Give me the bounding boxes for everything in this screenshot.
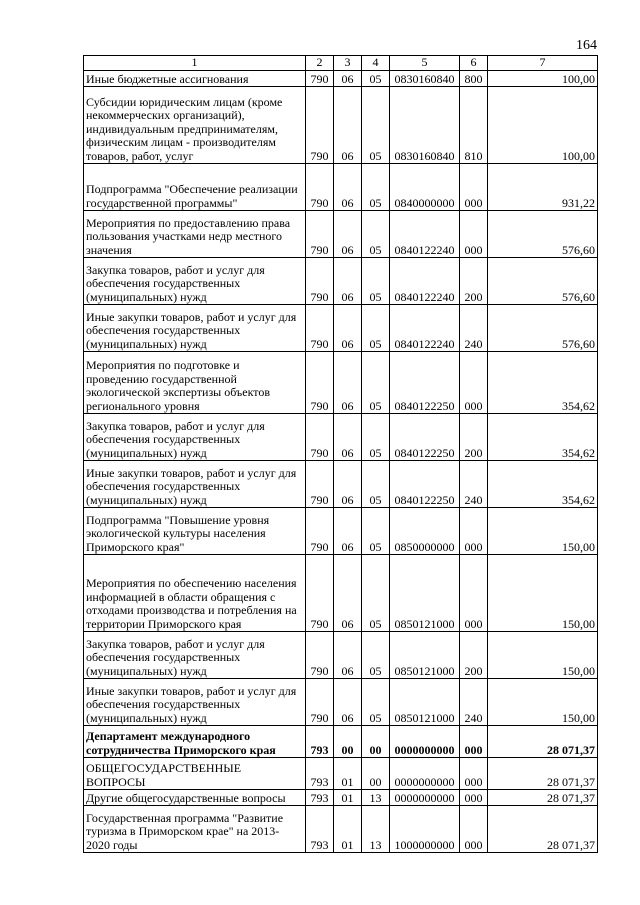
col2-cell: 790 [306,71,334,87]
table-row [84,758,598,790]
target-article-cell: 0830160840 [390,71,460,87]
target-article-cell: 0840122250 [390,414,460,461]
table-row [84,352,598,414]
table-row [84,258,598,305]
row-name-cell: Мероприятия по предоставлению права пользования участками недр местного значения [84,211,306,258]
row-name-cell: Департамент международного сотрудничества Приморского края [84,726,306,758]
amount-cell: 28 071,37 [488,758,598,790]
expense-type-cell: 000 [460,790,488,806]
target-article-cell: 0840122240 [390,305,460,352]
table-row [84,790,598,806]
target-article-cell: 0850000000 [390,508,460,555]
row-name-cell: Мероприятия по подготовке и проведению государственной экологической экспертизы объектов регионального уровня [84,352,306,414]
amount-cell: 100,00 [488,87,598,164]
page-number: 164 [576,38,597,53]
amount-cell: 100,00 [488,71,598,87]
col2-cell: 790 [306,632,334,679]
table-row [84,164,598,211]
col4-cell: 05 [362,211,390,258]
budget-table [83,55,598,853]
header-cell: 6 [460,56,488,71]
row-name-cell: Закупка товаров, работ и услуг для обеспечения государственных (муниципальных) нужд [84,258,306,305]
col2-cell: 790 [306,508,334,555]
expense-type-cell: 000 [460,758,488,790]
col4-cell: 05 [362,305,390,352]
expense-type-cell: 240 [460,305,488,352]
amount-cell: 150,00 [488,679,598,726]
col2-cell: 790 [306,211,334,258]
amount-cell: 150,00 [488,508,598,555]
col2-cell: 790 [306,414,334,461]
col3-cell: 06 [334,87,362,164]
amount-cell: 28 071,37 [488,790,598,806]
col3-cell: 06 [334,679,362,726]
table-row [84,305,598,352]
target-article-cell: 0840122240 [390,211,460,258]
row-name-cell: Иные закупки товаров, работ и услуг для обеспечения государственных (муниципальных) нужд [84,305,306,352]
col4-cell: 05 [362,87,390,164]
target-article-cell: 0840122250 [390,352,460,414]
col2-cell: 790 [306,555,334,632]
table-row [84,632,598,679]
table-row [84,71,598,87]
amount-cell: 28 071,37 [488,726,598,758]
target-article-cell: 0850121000 [390,632,460,679]
header-cell: 4 [362,56,390,71]
col3-cell: 06 [334,71,362,87]
amount-cell: 354,62 [488,414,598,461]
target-article-cell: 0840122250 [390,461,460,508]
table-row [84,555,598,632]
col4-cell: 05 [362,555,390,632]
col4-cell: 05 [362,632,390,679]
expense-type-cell: 000 [460,352,488,414]
expense-type-cell: 000 [460,555,488,632]
row-name-cell: Подпрограмма "Обеспечение реализации государственной программы" [84,164,306,211]
col4-cell: 05 [362,164,390,211]
amount-cell: 576,60 [488,258,598,305]
col3-cell: 06 [334,461,362,508]
col2-cell: 790 [306,305,334,352]
col4-cell: 05 [362,71,390,87]
col3-cell: 06 [334,164,362,211]
col2-cell: 793 [306,758,334,790]
expense-type-cell: 000 [460,164,488,211]
col2-cell: 793 [306,790,334,806]
amount-cell: 354,62 [488,352,598,414]
row-name-cell: Иные закупки товаров, работ и услуг для обеспечения государственных (муниципальных) нужд [84,461,306,508]
col3-cell: 01 [334,790,362,806]
col3-cell: 06 [334,632,362,679]
table-row [84,87,598,164]
table-row [84,726,598,758]
col4-cell: 13 [362,790,390,806]
expense-type-cell: 810 [460,87,488,164]
header-cell: 5 [390,56,460,71]
col4-cell: 00 [362,726,390,758]
expense-type-cell: 200 [460,258,488,305]
amount-cell: 28 071,37 [488,806,598,853]
row-name-cell: Мероприятия по обеспечению населения информацией в области обращения с отходами производства и потребления на территории Приморского края [84,555,306,632]
col3-cell: 06 [334,555,362,632]
header-cell: 1 [84,56,306,71]
col3-cell: 01 [334,758,362,790]
target-article-cell: 0830160840 [390,87,460,164]
col4-cell: 05 [362,508,390,555]
row-name-cell: Субсидии юридическим лицам (кроме некоммерческих организаций), индивидуальным предпринимателям, физическим лицам - производителям товаров, работ, услуг [84,87,306,164]
row-name-cell: ОБЩЕГОСУДАРСТВЕННЫЕ ВОПРОСЫ [84,758,306,790]
target-article-cell: 0840000000 [390,164,460,211]
amount-cell: 931,22 [488,164,598,211]
col3-cell: 06 [334,414,362,461]
table-header-row [84,56,598,71]
table-row [84,806,598,853]
row-name-cell: Иные закупки товаров, работ и услуг для обеспечения государственных (муниципальных) нужд [84,679,306,726]
row-name-cell: Государственная программа "Развитие туризма в Приморском крае" на 2013-2020 годы [84,806,306,853]
target-article-cell: 0000000000 [390,726,460,758]
table-row [84,211,598,258]
amount-cell: 576,60 [488,211,598,258]
target-article-cell: 0840122240 [390,258,460,305]
row-name-cell: Закупка товаров, работ и услуг для обеспечения государственных (муниципальных) нужд [84,632,306,679]
col4-cell: 05 [362,414,390,461]
col2-cell: 790 [306,352,334,414]
target-article-cell: 0850121000 [390,555,460,632]
expense-type-cell: 000 [460,806,488,853]
col3-cell: 06 [334,352,362,414]
row-name-cell: Другие общегосударственные вопросы [84,790,306,806]
expense-type-cell: 200 [460,414,488,461]
col4-cell: 13 [362,806,390,853]
expense-type-cell: 240 [460,679,488,726]
expense-type-cell: 800 [460,71,488,87]
row-name-cell: Закупка товаров, работ и услуг для обеспечения государственных (муниципальных) нужд [84,414,306,461]
header-cell: 3 [334,56,362,71]
col2-cell: 790 [306,164,334,211]
col3-cell: 00 [334,726,362,758]
row-name-cell: Подпрограмма "Повышение уровня экологической культуры населения Приморского края" [84,508,306,555]
col2-cell: 790 [306,461,334,508]
expense-type-cell: 240 [460,461,488,508]
table-row [84,679,598,726]
col2-cell: 793 [306,726,334,758]
target-article-cell: 1000000000 [390,806,460,853]
expense-type-cell: 000 [460,508,488,555]
expense-type-cell: 200 [460,632,488,679]
expense-type-cell: 000 [460,726,488,758]
col4-cell: 00 [362,758,390,790]
amount-cell: 150,00 [488,632,598,679]
target-article-cell: 0000000000 [390,790,460,806]
table-body [84,56,598,853]
col4-cell: 05 [362,679,390,726]
col4-cell: 05 [362,258,390,305]
col3-cell: 06 [334,305,362,352]
amount-cell: 354,62 [488,461,598,508]
table-row [84,508,598,555]
col2-cell: 790 [306,87,334,164]
col3-cell: 06 [334,258,362,305]
table-row [84,414,598,461]
header-cell: 2 [306,56,334,71]
target-article-cell: 0850121000 [390,679,460,726]
amount-cell: 576,60 [488,305,598,352]
col2-cell: 793 [306,806,334,853]
target-article-cell: 0000000000 [390,758,460,790]
col2-cell: 790 [306,679,334,726]
col3-cell: 06 [334,508,362,555]
col3-cell: 06 [334,211,362,258]
col4-cell: 05 [362,461,390,508]
col2-cell: 790 [306,258,334,305]
table-row [84,461,598,508]
col3-cell: 01 [334,806,362,853]
header-cell: 7 [488,56,598,71]
col4-cell: 05 [362,352,390,414]
amount-cell: 150,00 [488,555,598,632]
expense-type-cell: 000 [460,211,488,258]
row-name-cell: Иные бюджетные ассигнования [84,71,306,87]
